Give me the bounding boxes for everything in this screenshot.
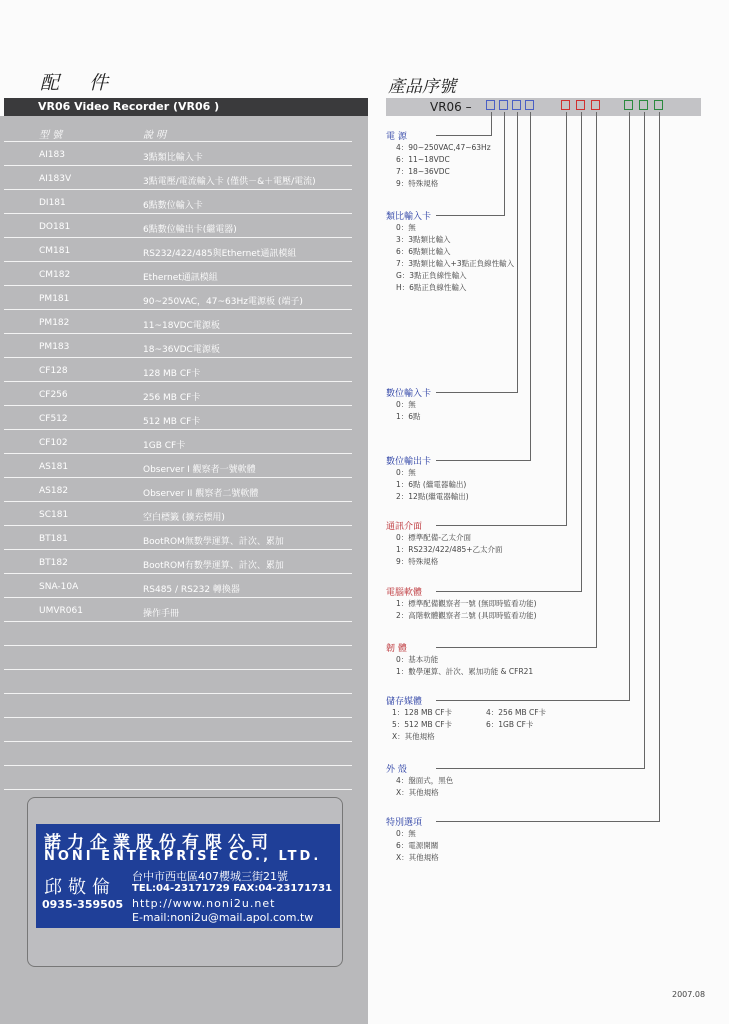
code-box — [525, 100, 534, 110]
serial-option: 1：6點 (繼電器輸出) — [396, 480, 467, 489]
part-code: CF512 — [39, 414, 68, 424]
table-row-empty — [4, 742, 352, 766]
part-description: 18~36VDC電源板 — [143, 345, 220, 355]
serial-option: 5：512 MB CF卡 — [392, 720, 453, 729]
part-description: RS232/422/485與Ethernet通訊模組 — [143, 249, 297, 259]
business-card-label — [36, 824, 340, 928]
serial-section-title: 通訊介面 — [386, 522, 423, 532]
code-box — [624, 100, 633, 110]
table-row — [4, 382, 352, 406]
table-row — [4, 574, 352, 598]
table-row-empty — [4, 646, 352, 670]
code-box — [591, 100, 600, 110]
print-date: 2007.08 — [672, 990, 706, 999]
table-row — [4, 478, 352, 502]
col-desc-header: 說 明 — [143, 130, 167, 141]
code-box — [512, 100, 521, 110]
part-code: CM182 — [39, 270, 71, 280]
part-code: AI183V — [39, 174, 72, 184]
part-code: BT181 — [39, 534, 68, 544]
serial-option: 4：盤面式，黑色 — [396, 776, 454, 785]
part-description: BootROM無數學運算、計次、累加 — [143, 537, 284, 547]
contact-person: 邱敬倫 — [44, 877, 116, 898]
col-code-header: 型 號 — [39, 130, 63, 141]
part-description: 6點數位輸出卡(繼電器) — [143, 225, 237, 235]
table-row — [4, 430, 352, 454]
part-code: CF256 — [39, 390, 68, 400]
table-row — [4, 598, 352, 622]
serial-option: X：其他規格 — [396, 788, 439, 797]
code-box — [654, 100, 663, 110]
table-row-empty — [4, 670, 352, 694]
serial-option: 0：無 — [396, 400, 416, 409]
company-name-en: NONI ENTERPRISE CO., LTD. — [44, 849, 322, 864]
table-row — [4, 142, 352, 166]
table-row — [4, 406, 352, 430]
serial-section-title: 電 源 — [386, 132, 407, 142]
serial-option: 1：標準配備觀察者一號 (無即時監看功能) — [396, 599, 537, 608]
part-code: PM182 — [39, 318, 70, 328]
code-box — [561, 100, 570, 110]
table-header-row — [4, 118, 352, 142]
company-web: http://www.noni2u.net — [132, 897, 276, 910]
serial-option: 9：特殊規格 — [396, 179, 439, 188]
table-row — [4, 190, 352, 214]
part-code: CM181 — [39, 246, 71, 256]
part-code: AS182 — [39, 486, 69, 496]
serial-option: X：其他規格 — [392, 732, 435, 741]
serial-option: 4：256 MB CF卡 — [486, 708, 547, 717]
part-code: PM181 — [39, 294, 70, 304]
serial-option: 4：90~250VAC,47~63Hz — [396, 143, 491, 152]
serial-option: 0：基本功能 — [396, 655, 439, 664]
table-row-empty — [4, 694, 352, 718]
part-description: Observer I 觀察者一號軟體 — [143, 465, 256, 475]
part-description: 512 MB CF卡 — [143, 417, 201, 427]
part-code: DO181 — [39, 222, 71, 232]
serial-option: 1：128 MB CF卡 — [392, 708, 453, 717]
table-row — [4, 526, 352, 550]
serial-option: 3：3點類比輸入 — [396, 235, 451, 244]
serial-section-title: 電腦軟體 — [386, 588, 423, 598]
part-description: 3點電壓/電流輸入卡 (僅供－&＋電壓/電流) — [143, 177, 316, 187]
serial-title: 產品序號 — [388, 77, 456, 97]
part-description: 操作手冊 — [143, 609, 180, 619]
model-code: VR06 – — [430, 100, 472, 114]
serial-section-title: 儲存媒體 — [386, 697, 423, 707]
part-description: 空白標籤 (擴充標用) — [143, 513, 225, 523]
serial-option: 6：11~18VDC — [396, 155, 450, 164]
serial-option: 0：無 — [396, 223, 416, 232]
serial-option: 9：特殊規格 — [396, 557, 439, 566]
serial-option: 0：無 — [396, 829, 416, 838]
table-row — [4, 166, 352, 190]
accessories-header: VR06 Video Recorder (VR06 ) — [4, 98, 368, 116]
serial-option: G：3點正負線性輸入 — [396, 271, 467, 280]
serial-option: 6：1GB CF卡 — [486, 720, 534, 729]
table-row-empty — [4, 622, 352, 646]
serial-option: 2：12點(繼電器輸出) — [396, 492, 469, 501]
serial-option: 6：6點類比輸入 — [396, 247, 451, 256]
part-code: AS181 — [39, 462, 69, 472]
part-code: PM183 — [39, 342, 70, 352]
table-row-empty — [4, 718, 352, 742]
serial-option: 2：高階軟體觀察者二號 (具即時監看功能) — [396, 611, 537, 620]
table-row-empty — [4, 766, 352, 790]
serial-section-title: 數位輸入卡 — [386, 389, 432, 399]
part-description: Ethernet通訊模組 — [143, 273, 218, 283]
company-address: 台中市西屯區407櫻城三街21號 — [132, 870, 288, 883]
part-description: 11~18VDC電源板 — [143, 321, 220, 331]
part-code: DI181 — [39, 198, 66, 208]
table-row — [4, 238, 352, 262]
part-description: 128 MB CF卡 — [143, 369, 201, 379]
code-box — [639, 100, 648, 110]
serial-option: 1：RS232/422/485+乙太介面 — [396, 545, 503, 554]
part-code: AI183 — [39, 150, 65, 160]
connector-line — [436, 112, 660, 822]
table-row — [4, 286, 352, 310]
part-description: 256 MB CF卡 — [143, 393, 201, 403]
company-tel: TEL:04-23171729 FAX:04-23171731 — [132, 883, 333, 894]
accessories-title: 配件 — [40, 72, 139, 94]
part-description: 90~250VAC，47~63Hz電源板 (端子) — [143, 297, 303, 307]
serial-option: 1：數學運算、計次、累加功能 & CFR21 — [396, 667, 534, 676]
part-description: 1GB CF卡 — [143, 441, 186, 451]
table-row — [4, 214, 352, 238]
accessories-table — [4, 118, 352, 790]
serial-option: H：6點正負線性輸入 — [396, 283, 467, 292]
part-code: BT182 — [39, 558, 68, 568]
part-code: SNA-10A — [39, 582, 79, 592]
part-description: Observer II 觀察者二號軟體 — [143, 489, 259, 499]
company-email: E-mail:noni2u@mail.apol.com.tw — [132, 911, 314, 924]
serial-option: 0：標準配備-乙太介面 — [396, 533, 471, 542]
company-name-cn: 諾力企業股份有限公司 — [44, 833, 274, 853]
serial-section-title: 數位輸出卡 — [386, 457, 432, 467]
serial-option: 7：3點類比輸入+3點正負線性輸入 — [396, 259, 515, 268]
serial-option: 0：無 — [396, 468, 416, 477]
serial-section-title: 韌 體 — [386, 644, 407, 654]
part-code: CF128 — [39, 366, 68, 376]
table-row — [4, 310, 352, 334]
part-code: CF102 — [39, 438, 68, 448]
code-box — [499, 100, 508, 110]
part-description: 3點類比輸入卡 — [143, 153, 203, 163]
part-code: UMVR061 — [39, 606, 83, 616]
part-description: RS485 / RS232 轉換器 — [143, 585, 240, 595]
part-description: 6點數位輸入卡 — [143, 201, 203, 211]
table-row — [4, 502, 352, 526]
table-row — [4, 454, 352, 478]
table-row — [4, 550, 352, 574]
table-row — [4, 358, 352, 382]
contact-phone: 0935-359505 — [42, 898, 124, 911]
code-box — [486, 100, 495, 110]
serial-option: 7：18~36VDC — [396, 167, 450, 176]
serial-section-title: 特別選項 — [386, 818, 423, 828]
serial-option: 6：電源開關 — [396, 841, 439, 850]
table-row — [4, 334, 352, 358]
code-box — [576, 100, 585, 110]
serial-option: 1：6點 — [396, 412, 421, 421]
serial-section-title: 外 殼 — [386, 765, 407, 775]
serial-section-title: 類比輸入卡 — [386, 212, 432, 222]
table-row — [4, 262, 352, 286]
part-description: BootROM有數學運算、計次、累加 — [143, 561, 284, 571]
part-code: SC181 — [39, 510, 69, 520]
serial-option: X：其他規格 — [396, 853, 439, 862]
